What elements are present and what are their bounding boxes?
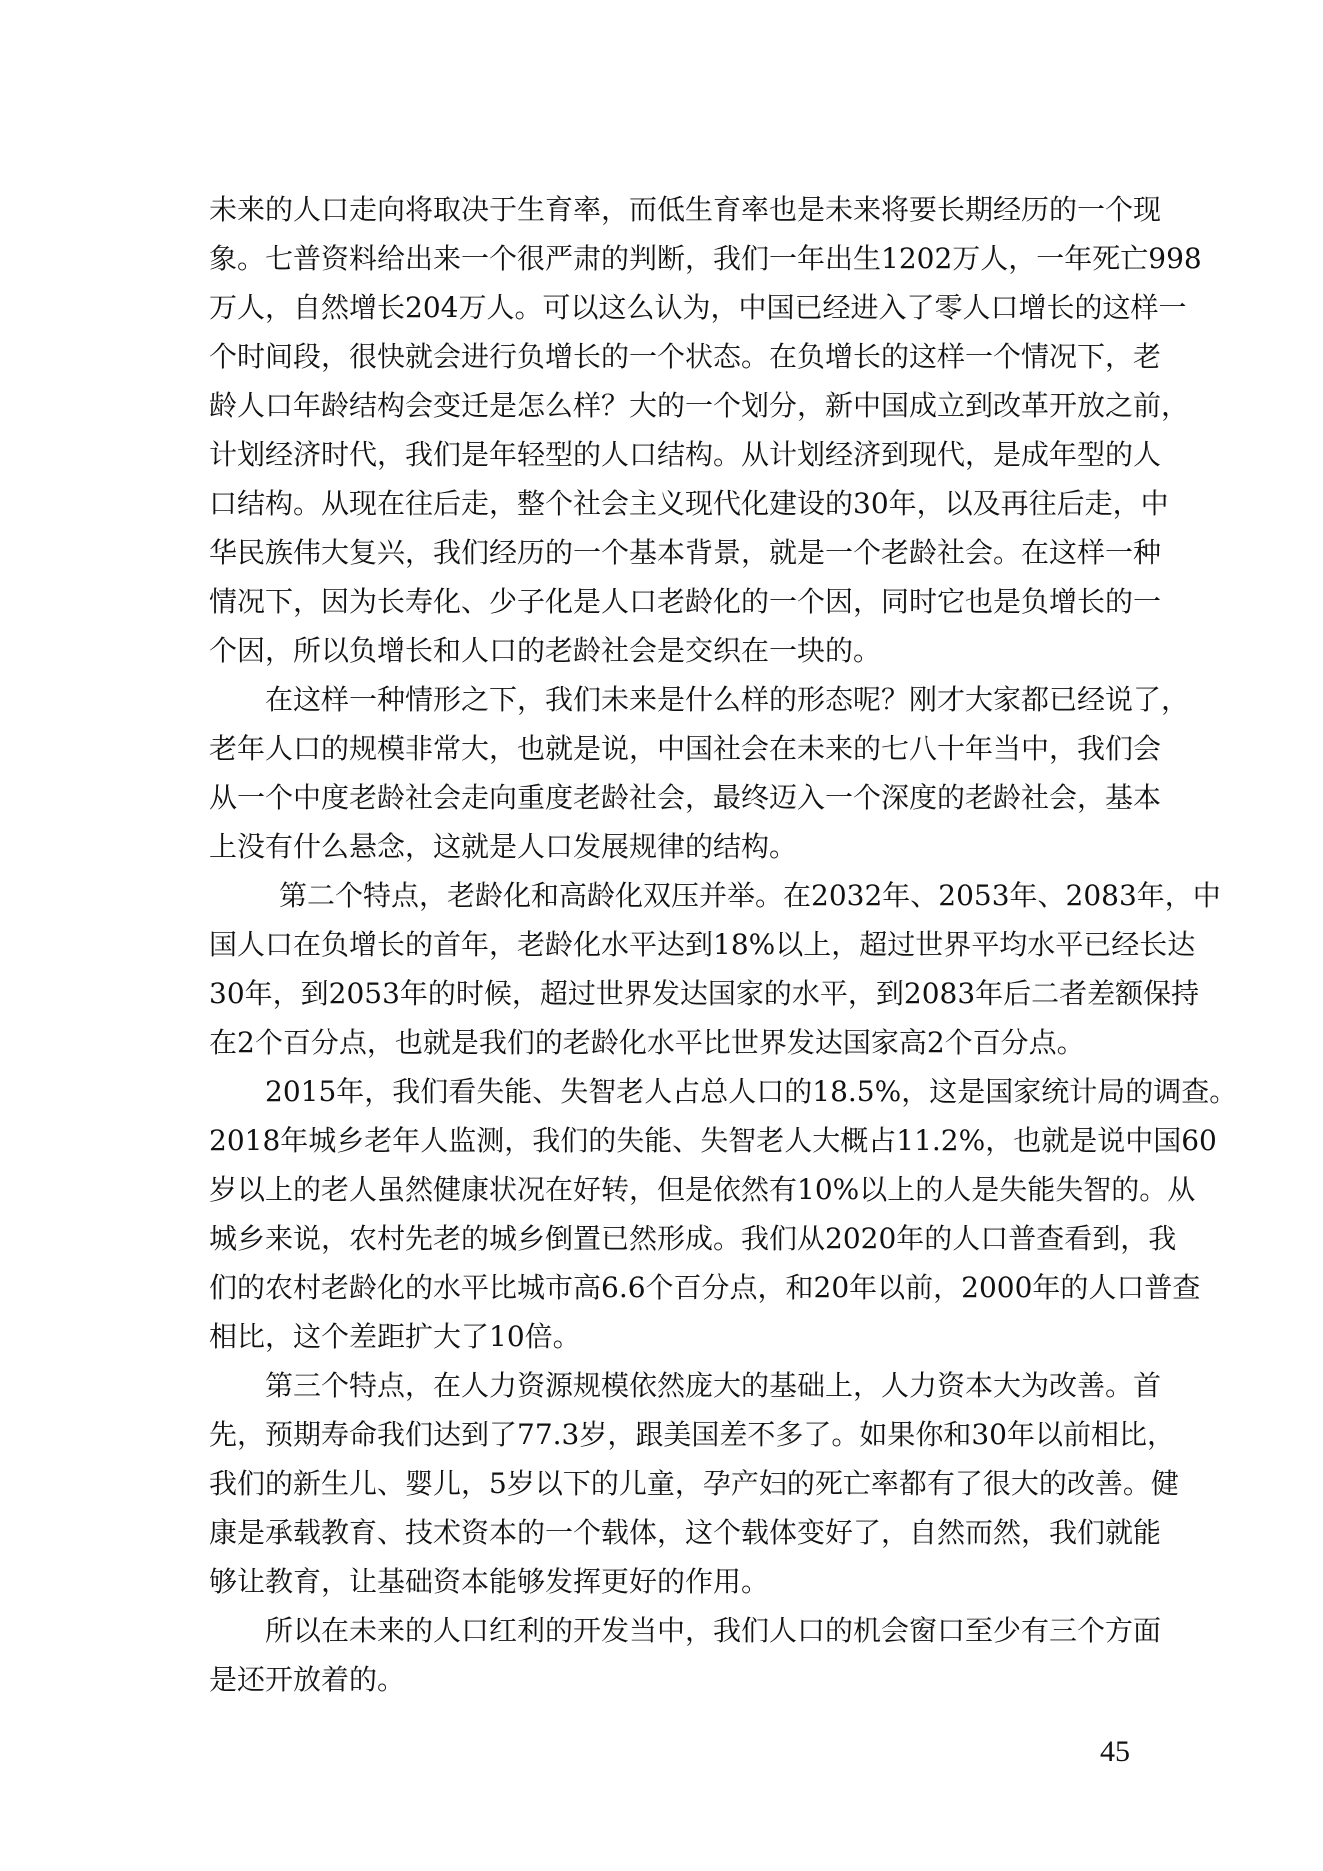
text-line: 岁以上的老人虽然健康状况在好转，但是依然有10%以上的人是失能失智的。从	[209, 1173, 1196, 1206]
text-line: 未来的人口走向将取决于生育率，而低生育率也是未来将要长期经历的一个现	[209, 193, 1162, 226]
text-line: 在这样一种情形之下，我们未来是什么样的形态呢？刚才大家都已经说了，	[265, 683, 1190, 716]
paragraph	[209, 675, 1190, 871]
text-line: 是还开放着的。	[209, 1663, 406, 1696]
text-line: 第三个特点，在人力资源规模依然庞大的基础上，人力资本大为改善。首	[265, 1369, 1162, 1402]
page-number: 45	[1100, 1735, 1130, 1768]
text-line: 上没有什么悬念，这就是人口发展规律的结构。	[209, 830, 798, 863]
text-line: 计划经济时代，我们是年轻型的人口结构。从计划经济到现代，是成年型的人	[209, 438, 1162, 471]
body-text	[209, 185, 1238, 1704]
text-line: 个因，所以负增长和人口的老龄社会是交织在一块的。	[209, 634, 882, 667]
text-line: 2018年城乡老年人监测，我们的失能、失智老人大概占11.2%，也就是说中国60	[209, 1124, 1217, 1157]
paragraph	[209, 185, 1202, 675]
text-line: 康是承载教育、技术资本的一个载体，这个载体变好了，自然而然，我们就能	[209, 1516, 1162, 1549]
text-line: 第二个特点，老龄化和高龄化双压并举。在2032年、2053年、2083年，中	[279, 879, 1221, 912]
text-line: 们的农村老龄化的水平比城市高6.6个百分点，和20年以前，2000年的人口普查	[209, 1271, 1201, 1304]
text-line: 华民族伟大复兴，我们经历的一个基本背景，就是一个老龄社会。在这样一种	[209, 536, 1162, 569]
text-line: 先，预期寿命我们达到了77.3岁，跟美国差不多了。如果你和30年以前相比，	[209, 1418, 1175, 1451]
text-line: 城乡来说，农村先老的城乡倒置已然形成。我们从2020年的人口普查看到，我	[209, 1222, 1177, 1255]
text-line: 国人口在负增长的首年，老龄化水平达到18%以上，超过世界平均水平已经长达	[209, 928, 1196, 961]
text-line: 我们的新生儿、婴儿，5岁以下的儿童，孕产妇的死亡率都有了很大的改善。健	[209, 1467, 1179, 1500]
paragraph	[209, 1361, 1179, 1606]
text-line: 老年人口的规模非常大，也就是说，中国社会在未来的七八十年当中，我们会	[209, 732, 1162, 765]
text-line: 口结构。从现在往后走，整个社会主义现代化建设的30年，以及再往后走，中	[209, 487, 1169, 520]
text-line: 龄人口年龄结构会变迁是怎么样？大的一个划分，新中国成立到改革开放之前，	[209, 389, 1190, 422]
text-line: 万人，自然增长204万人。可以这么认为，中国已经进入了零人口增长的这样一	[209, 291, 1187, 324]
text-line: 从一个中度老龄社会走向重度老龄社会，最终迈入一个深度的老龄社会，基本	[209, 781, 1162, 814]
text-line: 所以在未来的人口红利的开发当中，我们人口的机会窗口至少有三个方面	[265, 1614, 1162, 1647]
text-line: 在2个百分点，也就是我们的老龄化水平比世界发达国家高2个百分点。	[209, 1026, 1085, 1059]
paragraph	[209, 1606, 1162, 1704]
text-line: 30年，到2053年的时候，超过世界发达国家的水平，到2083年后二者差额保持	[209, 977, 1200, 1010]
text-line: 够让教育，让基础资本能够发挥更好的作用。	[209, 1565, 770, 1598]
paragraph	[209, 1067, 1238, 1361]
text-line: 情况下，因为长寿化、少子化是人口老龄化的一个因，同时它也是负增长的一	[209, 585, 1162, 618]
text-line: 象。七普资料给出来一个很严肃的判断，我们一年出生1202万人，一年死亡998	[209, 242, 1202, 275]
text-line: 个时间段，很快就会进行负增长的一个状态。在负增长的这样一个情况下，老	[209, 340, 1162, 373]
paragraph	[209, 871, 1221, 1067]
text-line: 2015年，我们看失能、失智老人占总人口的18.5%，这是国家统计局的调查。	[265, 1075, 1238, 1108]
text-line: 相比，这个差距扩大了10倍。	[209, 1320, 581, 1353]
